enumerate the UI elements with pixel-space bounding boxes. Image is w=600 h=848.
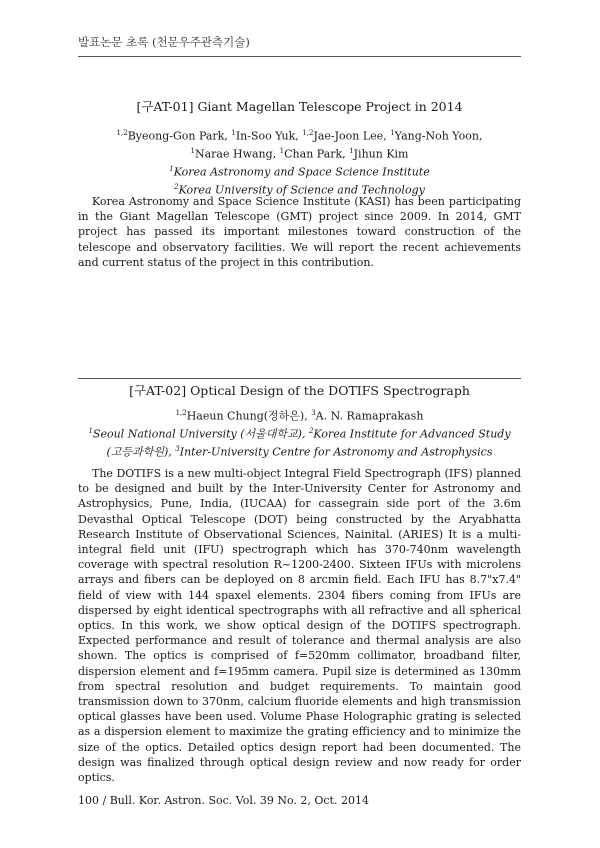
abstract-title-2: [구AT-02] Optical Design of the DOTIFS Spectrograph — [129, 383, 470, 398]
abstract-body-2: The DOTIFS is a new multi-object Integral Field Spectrograph (IFS) planned to be designed and built by the Inter-University Center for Astronomy and Astrophysics, Pune, India, (IUCAA) for cassegrain side port of the 3.6m Devasthal Optical Telescope (DOT) being constructed by the Aryabhatta Research Institute of Observational Sciences, Nainital. (ARIES) It is a multi-integral field unit (IFU) spectrograph which has 370-740nm wavelength coverage with spectral resolution R~1200-2400. Sixteen IFUs with microlens arrays and fibers can be deployed on 8 arcmin field. Each IFU has 8.7"x7.4" field of view with 144 spaxel elements. 2304 fibers coming from IFUs are dispersed by eight identical spectrographs with all refractive and all spherical optics. In this work, we show optical design of the DOTIFS spectrograph. Expected performance and result of tolerance and thermal analysis are also shown. The optics is comprised of f=520mm collimator, broadband filter, dispersion element and f=195mm camera. Pupil size is determined as 130mm from spectral resolution and budget requirements. To maintain good transmission down to 370nm, calcium fluoride elements and high transmission optical glasses have been used. Volume Phase Holographic grating is selected as a dispersion element to maximize the grating efficiency and to minimize the size of the optics. Detailed optics design report had been documented. The design was finalized through optical design review and now ready for order optics. — [78, 467, 521, 785]
name-text: Haeun Chung(정하은) — [186, 409, 305, 423]
name-text: Seoul National University (서울대학교), — [92, 427, 309, 441]
affiliation-line — [78, 442, 521, 460]
affiliation-line — [78, 424, 521, 442]
superscript-marker: 1 — [190, 147, 195, 156]
name-text: (고등과학원), — [106, 445, 176, 459]
superscript-marker: 1,2 — [116, 129, 128, 137]
superscript-marker: 1,2 — [175, 409, 187, 417]
superscript-marker: 3 — [311, 409, 316, 417]
author-line: $^{1,2}$Byeong-Gon Park, $^1$In-Soo Yuk, $^{1,2}$Jae-Joon Lee, $^1$Yang-Noh Yoon, — [116, 129, 483, 143]
superscript-marker: 1 — [231, 129, 236, 137]
name-text: In-Soo Yuk — [235, 129, 296, 143]
superscript-marker: 1 — [88, 427, 93, 436]
author-block-1 — [78, 126, 521, 199]
name-text: Yang-Noh Yoon — [394, 129, 479, 143]
abstract-title-1: [구AT-01] Giant Magellan Telescope Project in 2014 — [136, 99, 463, 114]
superscript-marker: 1 — [349, 147, 354, 156]
name-text: Korea Institute for Advanced Study — [313, 427, 511, 441]
author-line: $^1$Narae Hwang, $^1$Chan Park, $^1$Jihun Kim — [190, 147, 409, 161]
author-block-2 — [78, 406, 521, 460]
superscript-marker: 3 — [175, 445, 180, 454]
superscript-marker: 1,2 — [302, 129, 314, 137]
author-line: $^{1,2}$Haeun Chung(정하은), $^3$A. N. Ramaprakash — [175, 409, 424, 423]
name-text: Narae Hwang — [194, 147, 273, 161]
header-divider — [78, 56, 521, 57]
name-text: Jihun Kim — [353, 147, 409, 161]
superscript-marker: 1 — [279, 147, 285, 156]
superscript-marker: 1 — [390, 129, 395, 137]
section-divider — [78, 378, 521, 379]
name-text: Inter-University Centre for Astronomy and Astrophysics — [179, 445, 493, 459]
name-text: Chan Park — [284, 147, 343, 161]
affiliation-line — [78, 162, 521, 180]
running-header: 발표논문 초록 (천문우주관측기술) — [78, 35, 250, 49]
abstract-body-1: Korea Astronomy and Space Science Institute (KASI) has been participating in the Giant Magellan Telescope (GMT) project since 2009. In 2014, GMT project has passed its important milestones toward construction of the telescope and observatory facilities. We will report the recent achievements and current status of the project in this contribution. — [78, 195, 521, 269]
name-text: Byeong-Gon Park — [127, 129, 225, 143]
superscript-marker: 2 — [308, 427, 314, 436]
superscript-marker: 1 — [169, 165, 174, 174]
name-text: A. N. Ramaprakash — [315, 409, 424, 423]
affiliation-name: Korea University of Science and Technology — [178, 184, 425, 198]
superscript-marker: 2 — [174, 183, 179, 192]
affiliation-name: Korea Astronomy and Space Science Institute — [173, 165, 430, 179]
page-footer: 100 / Bull. Kor. Astron. Soc. Vol. 39 No. 2, Oct. 2014 — [78, 794, 369, 807]
name-text: Jae-Joon Lee — [313, 129, 384, 143]
